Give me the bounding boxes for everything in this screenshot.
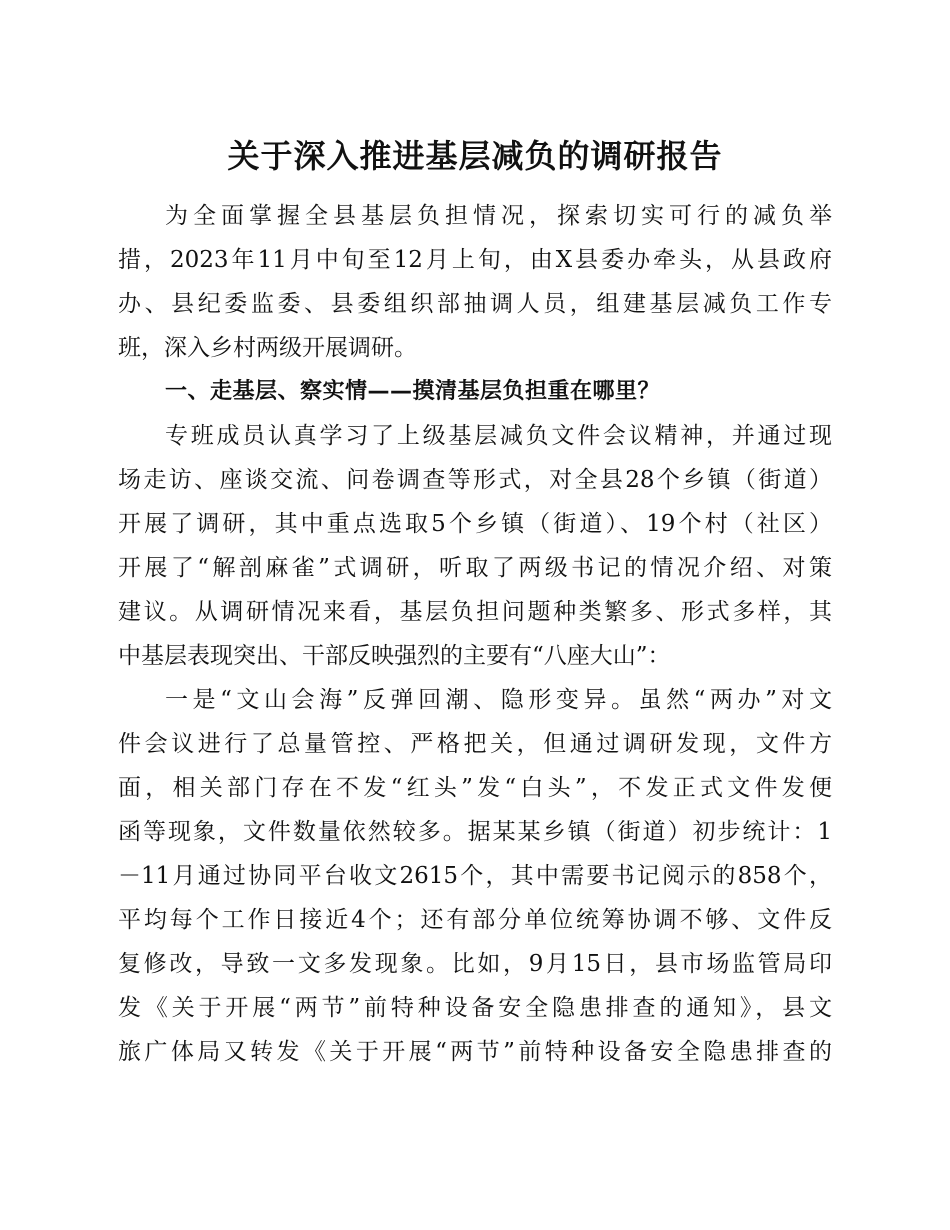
paragraph-line: 班，深入乡村两级开展调研。 (118, 335, 417, 361)
document-title: 关于深入推进基层减负的调研报告 (227, 137, 723, 175)
paragraph-line: 建议。从调研情况来看，基层负担问题种类繁多、形式多样，其 (118, 599, 832, 625)
paragraph-line: 为全面掌握全县基层负担情况，探索切实可行的减负举 (165, 203, 832, 229)
section-heading: 一、走基层、察实情——摸清基层负担重在哪里？ (165, 379, 661, 404)
paragraph-line: 发《关于开展“两节”前特种设备安全隐患排查的通知》，县文 (118, 995, 832, 1021)
paragraph-line: 中基层表现突出、干部反映强烈的主要有“八座大山”： (118, 643, 671, 669)
paragraph-line: 平均每个工作日接近4个；还有部分单位统筹协调不够、文件反 (118, 907, 832, 933)
paragraph-line: 一是“文山会海”反弹回潮、隐形变异。虽然“两办”对文 (165, 687, 832, 713)
paragraph-line: 旅广体局又转发《关于开展“两节”前特种设备安全隐患排查的 (118, 1039, 832, 1065)
paragraph-line: －11月通过协同平台收文2615个，其中需要书记阅示的858个， (118, 863, 832, 889)
paragraph-line: 专班成员认真学习了上级基层减负文件会议精神，并通过现 (165, 423, 832, 449)
paragraph-line: 件会议进行了总量管控、严格把关，但通过调研发现，文件方 (118, 731, 832, 757)
paragraph-line: 场走访、座谈交流、问卷调查等形式，对全县28个乡镇（街道） (118, 467, 832, 493)
paragraph-line: 面，相关部门存在不发“红头”发“白头”，不发正式文件发便 (118, 775, 832, 801)
paragraph-line: 复修改，导致一文多发现象。比如，9月15日，县市场监管局印 (118, 951, 832, 977)
paragraph-line: 函等现象，文件数量依然较多。据某某乡镇（街道）初步统计：1 (118, 819, 832, 845)
paragraph-line: 措，2023年11月中旬至12月上旬，由X县委办牵头，从县政府 (118, 247, 832, 273)
paragraph-line: 开展了“解剖麻雀”式调研，听取了两级书记的情况介绍、对策 (118, 555, 832, 581)
paragraph-line: 开展了调研，其中重点选取5个乡镇（街道）、19个村（社区） (118, 511, 832, 537)
paragraph-line: 办、县纪委监委、县委组织部抽调人员，组建基层减负工作专 (118, 291, 832, 317)
